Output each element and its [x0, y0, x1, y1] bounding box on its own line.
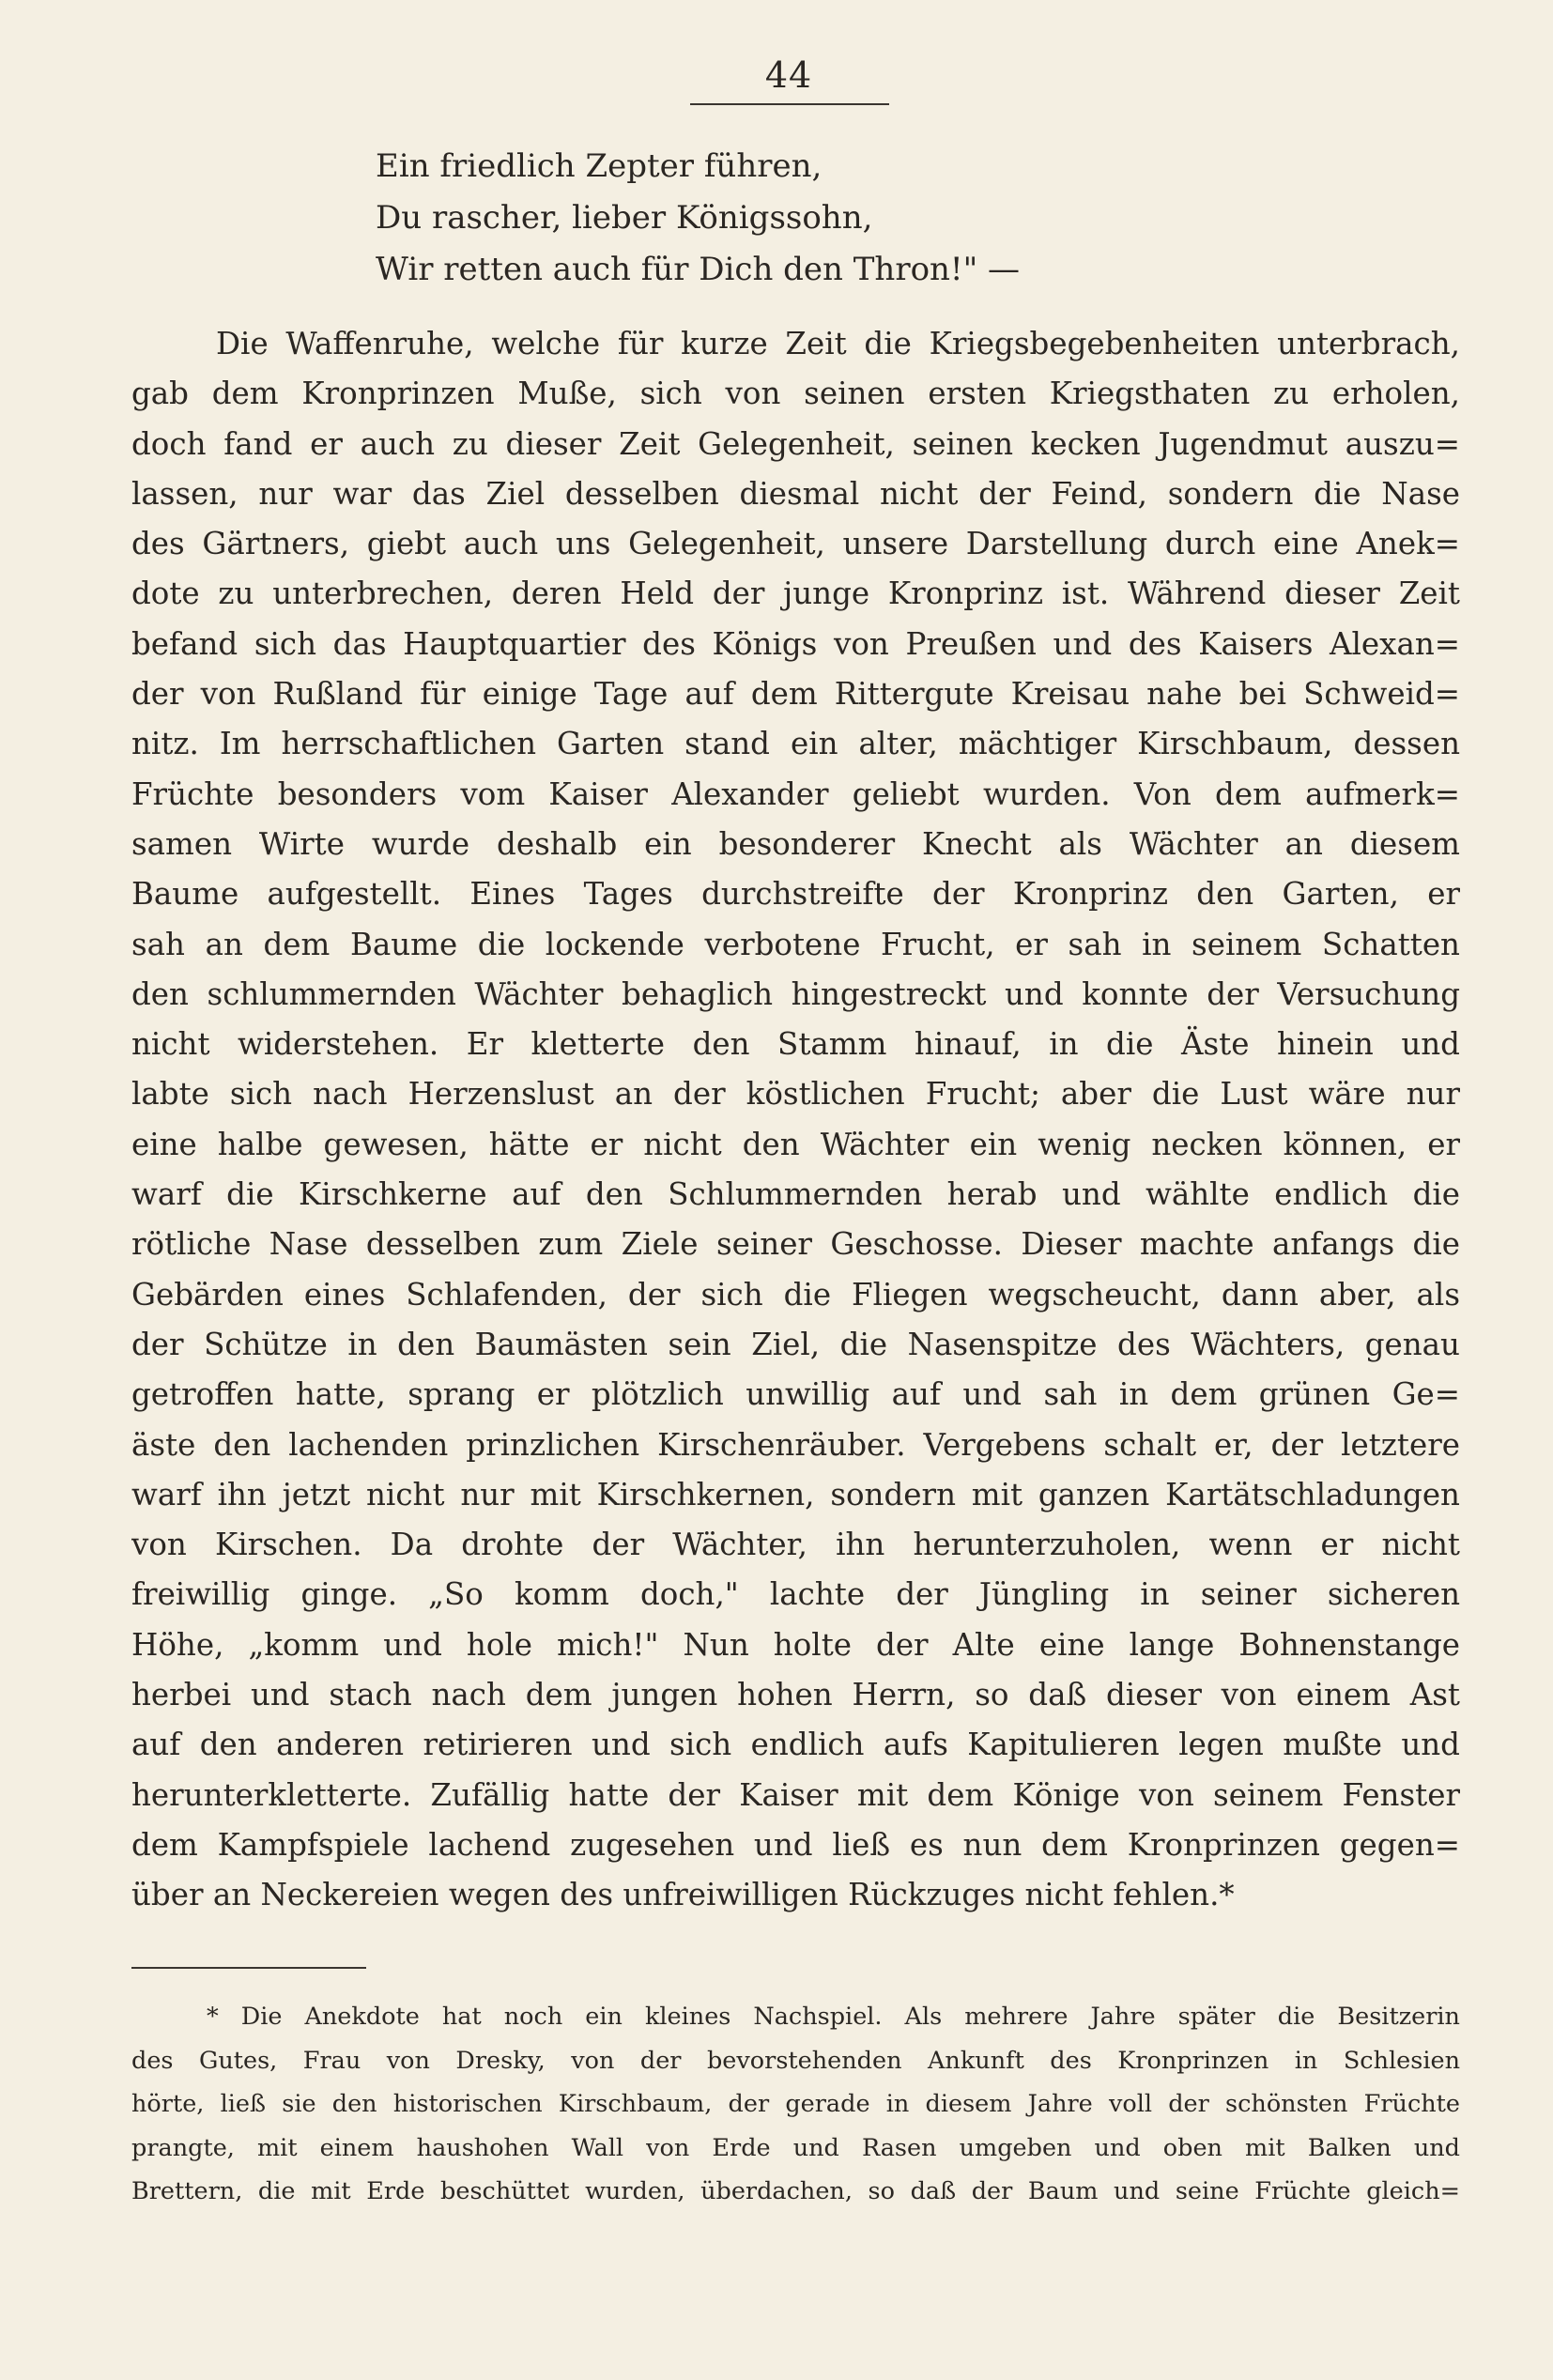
body-line: auf den anderen retirieren und sich endlich aufs Kapitulieren legen mußte und	[131, 1727, 1460, 1763]
page-number: 44	[764, 54, 813, 96]
body-line: dem Kampfspiele lachend zugesehen und ließ es nun dem Kronprinzen gegen=	[131, 1826, 1460, 1863]
body-line: der Schütze in den Baumästen sein Ziel, die Nasenspitze des Wächters, genau	[131, 1326, 1460, 1362]
body-line: Baume aufgestellt. Eines Tages durchstreifte der Kronprinz den Garten, er	[131, 876, 1460, 913]
body-line: doch fand er auch zu dieser Zeit Gelegenheit, seinen kecken Jugendmut auszu=	[131, 425, 1460, 462]
body-line: getroffen hatte, sprang er plötzlich unwillig auf und sah in dem grünen Ge=	[131, 1376, 1460, 1413]
body-line: äste den lachenden prinzlichen Kirschenräuber. Vergebens schalt er, der letztere	[131, 1426, 1460, 1463]
verse-line: Du rascher, lieber Königssohn,	[376, 199, 873, 237]
body-line: befand sich das Hauptquartier des Königs von Preußen und des Kaisers Alexan=	[131, 625, 1460, 662]
body-line: freiwillig ginge. „So komm doch," lachte der Jüngling in seiner sicheren	[131, 1576, 1460, 1613]
body-line: herunterkletterte. Zufällig hatte der Kaiser mit dem Könige von seinem Fenster	[131, 1776, 1460, 1813]
body-line: nitz. Im herrschaftlichen Garten stand ein alter, mächtiger Kirschbaum, dessen	[131, 726, 1460, 762]
body-line: über an Neckereien wegen des unfreiwilligen Rückzuges nicht fehlen.*	[131, 1877, 1235, 1913]
header-rule	[690, 103, 889, 105]
body-line: warf die Kirschkerne auf den Schlummernden herab und wählte endlich die	[131, 1176, 1460, 1213]
body-line: warf ihn jetzt nicht nur mit Kirschkernen, sondern mit ganzen Kartätschladungen	[131, 1476, 1460, 1512]
footnote-line: hörte, ließ sie den historischen Kirschbaum, der gerade in diesem Jahre voll der schönsten Früchte	[131, 2090, 1460, 2118]
verse-line: Ein friedlich Zepter führen,	[376, 147, 823, 185]
footnote-line: des Gutes, Frau von Dresky, von der bevorstehenden Ankunft des Kronprinzen in Schlesien	[131, 2046, 1460, 2075]
body-line: herbei und stach nach dem jungen hohen Herrn, so daß dieser von einem Ast	[131, 1677, 1460, 1713]
body-line: den schlummernden Wächter behaglich hingestreckt und konnte der Versuchung	[131, 975, 1460, 1012]
verse-block	[376, 141, 1020, 296]
footnote-line: prangte, mit einem haushohen Wall von Erde und Rasen umgeben und oben mit Balken und	[131, 2133, 1460, 2162]
body-line: der von Rußland für einige Tage auf dem Rittergute Kreisau nahe bei Schweid=	[131, 676, 1460, 713]
body-line: rötliche Nase desselben zum Ziele seiner Geschosse. Dieser machte anfangs die	[131, 1226, 1460, 1263]
footnote-line: * Die Anekdote hat noch ein kleines Nachspiel. Als mehrere Jahre später die Besitzerin	[207, 2003, 1460, 2031]
footnote-rule	[131, 1967, 366, 1969]
body-line: nicht widerstehen. Er kletterte den Stamm hinauf, in die Äste hinein und	[131, 1026, 1460, 1063]
footnote-line: Brettern, die mit Erde beschüttet wurden, überdachen, so daß der Baum und seine Früchte gleich=	[131, 2177, 1460, 2205]
body-paragraph	[131, 319, 1460, 1921]
body-line: sah an dem Baume die lockende verbotene Frucht, er sah in seinem Schatten	[131, 926, 1460, 962]
body-line: von Kirschen. Da drohte der Wächter, ihn herunterzuholen, wenn er nicht	[131, 1527, 1460, 1563]
body-line: Früchte besonders vom Kaiser Alexander geliebt wurden. Von dem aufmerk=	[131, 775, 1460, 812]
body-line: Die Waffenruhe, welche für kurze Zeit die Kriegsbegebenheiten unterbrach,	[216, 326, 1460, 361]
body-line: Höhe, „komm und hole mich!" Nun holte der Alte eine lange Bohnenstange	[131, 1626, 1460, 1663]
body-line: eine halbe gewesen, hätte er nicht den Wächter ein wenig necken können, er	[131, 1126, 1460, 1162]
body-line: des Gärtners, giebt auch uns Gelegenheit, unsere Darstellung durch eine Anek=	[131, 526, 1460, 562]
footnote	[131, 1995, 1460, 2214]
body-line: lassen, nur war das Ziel desselben diesmal nicht der Feind, sondern die Nase	[131, 475, 1460, 512]
body-line: gab dem Kronprinzen Muße, sich von seinen ersten Kriegsthaten zu erholen,	[131, 376, 1460, 412]
verse-line: Wir retten auch für Dich den Thron!" —	[376, 251, 1021, 288]
body-line: samen Wirte wurde deshalb ein besonderer Knecht als Wächter an diesem	[131, 825, 1460, 862]
body-line: Gebärden eines Schlafenden, der sich die Fliegen wegscheucht, dann aber, als	[131, 1276, 1460, 1313]
body-line: dote zu unterbrechen, deren Held der junge Kronprinz ist. Während dieser Zeit	[131, 576, 1460, 612]
body-line: labte sich nach Herzenslust an der köstlichen Frucht; aber die Lust wäre nur	[131, 1076, 1460, 1113]
